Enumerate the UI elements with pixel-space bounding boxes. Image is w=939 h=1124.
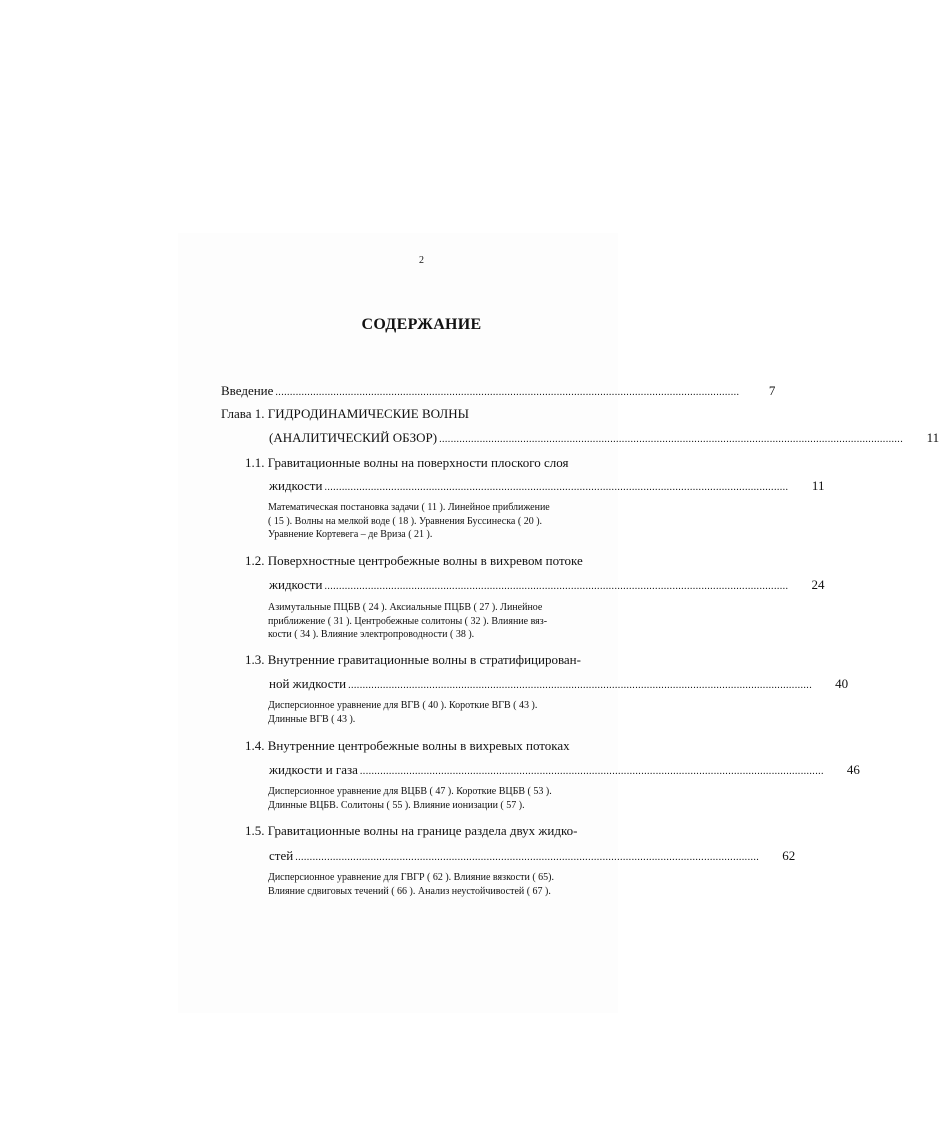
subtopic-line: Математическая постановка задачи ( 11 ). Линейное приближение [268,502,550,513]
toc-entry-page: 7 [768,383,776,398]
subtopic-line: приближение ( 31 ). Центробежные солитоны ( 32 ). Влияние вяз- [268,615,548,627]
leader-dots: ................................................................................................................................................................ [295,852,760,863]
leader-dots: ................................................................................................................................................................ [348,680,813,691]
subtopic-line: Дисперсионное уравнение для ВЦБВ ( 47 ). Короткие ВЦБВ ( 53 ). [268,786,552,797]
toc-section-1-4-heading[interactable]: 1.4. Внутренние центробежные волны в вихревых потоках [245,738,570,753]
subtopic-line: ( 15 ). Волны на мелкой воде ( 18 ). Уравнения Буссинеска ( 20 ). [268,515,543,527]
toc-entry-page: 40 [835,676,849,691]
leader-dots: ................................................................................................................................................................ [324,482,789,493]
toc-entry-intro[interactable] [221,383,776,399]
toc-entry-section-1-3[interactable] [269,676,849,692]
leader-dots: ................................................................................................................................................................ [359,766,824,777]
toc-subtopics-1-1 [268,501,593,542]
toc-entry-page: 11 [811,478,825,493]
leader-dots: ................................................................................................................................................................ [324,581,789,592]
toc-entry-label: Введение [221,383,274,398]
page-title: СОДЕРЖАНИЕ [361,316,482,333]
toc-entry-page: 11 [926,430,939,445]
toc-entry-page: 46 [846,762,860,777]
toc-subtopics-1-3 [268,699,593,726]
toc-chapter-heading[interactable]: Глава 1. ГИДРОДИНАМИЧЕСКИЕ ВОЛНЫ [221,406,469,421]
leader-dots: ................................................................................................................................................................ [275,387,740,398]
toc-entry-label: жидкости [269,577,323,592]
toc-subtopics-1-4 [268,785,593,812]
toc-entry-chapter1[interactable] [269,430,939,446]
toc-entry-label: (АНАЛИТИЧЕСКИЙ ОБЗОР) [269,430,438,445]
subtopic-line: Азимутальные ПЦБВ ( 24 ). Аксиальные ПЦБВ ( 27 ). Линейное [268,602,543,613]
toc-section-1-5-heading[interactable]: 1.5. Гравитационные волны на границе раздела двух жидко- [245,823,578,838]
toc-entry-label: стей [269,848,294,863]
subtopic-line: Длинные ВЦБВ. Солитоны ( 55 ). Влияние ионизации ( 57 ). [268,799,525,811]
toc-section-1-3-heading[interactable]: 1.3. Внутренние гравитационные волны в стратифицирован- [245,652,581,667]
toc-entry-section-1-2[interactable] [269,577,825,593]
toc-entry-section-1-5[interactable] [269,848,796,864]
toc-entry-label: жидкости и газа [269,762,358,777]
toc-entry-section-1-4[interactable] [269,762,860,778]
subtopic-line: Дисперсионное уравнение для ВГВ ( 40 ). Короткие ВГВ ( 43 ). [268,700,538,711]
subtopic-line: Уравнение Кортевега – де Вриза ( 21 ). [268,529,433,540]
toc-section-1-2-heading[interactable]: 1.2. Поверхностные центробежные волны в вихревом потоке [245,553,583,568]
subtopic-line: кости ( 34 ). Влияние электропроводности ( 38 ). [268,629,475,640]
subtopic-line: Дисперсионное уравнение для ГВГР ( 62 ). Влияние вязкости ( 65). [268,872,554,883]
toc-subtopics-1-5 [268,871,593,898]
toc-entry-page: 62 [782,848,796,863]
subtopic-line: Длинные ВГВ ( 43 ). [268,713,356,725]
toc-section-1-1-heading[interactable]: 1.1. Гравитационные волны на поверхности плоского слоя [245,455,569,470]
toc-entry-page: 24 [811,577,825,592]
leader-dots: ................................................................................................................................................................ [439,434,904,445]
subtopic-line: Влияние сдвиговых течений ( 66 ). Анализ неустойчивостей ( 67 ). [268,885,551,897]
toc-entry-section-1-1[interactable] [269,478,825,494]
toc-entry-label: жидкости [269,478,323,493]
page-number: 2 [419,255,424,266]
toc-subtopics-1-2 [268,601,593,642]
toc-entry-label: ной жидкости [269,676,347,691]
